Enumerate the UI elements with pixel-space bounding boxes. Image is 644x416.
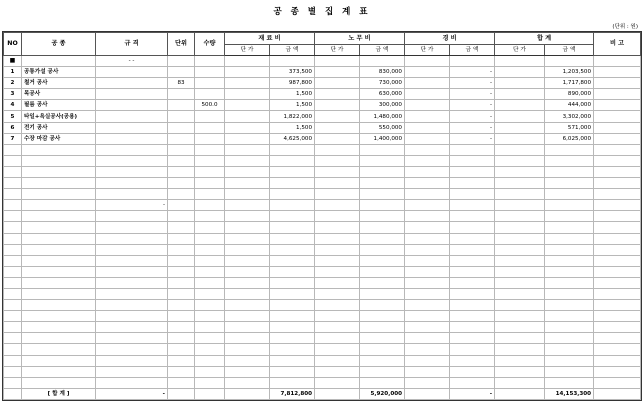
row-material-unit-price	[225, 78, 270, 89]
header-expense-amount: 금 액	[450, 45, 495, 56]
header-material: 재 료 비	[225, 33, 315, 45]
row-expense-unit-price	[405, 89, 450, 100]
row-total-amount: 3,302,000	[545, 111, 594, 122]
row-unit	[168, 111, 195, 122]
total-label: [ 합 계 ]	[22, 388, 96, 399]
header-no: NO	[4, 33, 22, 56]
row-material-amount: 1,500	[270, 89, 315, 100]
table-row	[4, 89, 641, 100]
row-material-unit-price	[225, 89, 270, 100]
row-labor-amount: 830,000	[360, 67, 405, 78]
empty-row	[4, 288, 641, 299]
row-expense-amount: -	[450, 133, 495, 144]
row-note	[594, 100, 641, 111]
row-no: 3	[4, 89, 22, 100]
row-unit	[168, 100, 195, 111]
row-total-unit-price	[495, 100, 545, 111]
marker-spec: - -	[96, 56, 168, 67]
table-row	[4, 111, 641, 122]
row-labor-unit-price	[315, 100, 360, 111]
row-spec	[96, 111, 168, 122]
row-name: 목공사	[22, 89, 96, 100]
table-row	[4, 78, 641, 89]
header-name: 공 종	[22, 33, 96, 56]
empty-row	[4, 233, 641, 244]
row-material-unit-price	[225, 122, 270, 133]
row-qty	[195, 133, 225, 144]
empty-row	[4, 355, 641, 366]
header-expense: 경 비	[405, 33, 495, 45]
row-labor-amount: 630,000	[360, 89, 405, 100]
row-labor-unit-price	[315, 133, 360, 144]
row-note	[594, 111, 641, 122]
row-note	[594, 78, 641, 89]
row-note	[594, 133, 641, 144]
header-expense-unit-price: 단 가	[405, 45, 450, 56]
row-labor-amount: 1,400,000	[360, 133, 405, 144]
row-expense-amount: -	[450, 67, 495, 78]
empty-row	[4, 277, 641, 288]
header-unit: 단위	[168, 33, 195, 56]
row-qty	[195, 122, 225, 133]
row-expense-amount: -	[450, 100, 495, 111]
row-spec	[96, 78, 168, 89]
row-note	[594, 67, 641, 78]
row-name: 공통가설 공사	[22, 67, 96, 78]
row-expense-amount: -	[450, 78, 495, 89]
header-note: 비 고	[594, 33, 641, 56]
table-row	[4, 56, 641, 67]
row-total-amount: 571,000	[545, 122, 594, 133]
row-unit	[168, 67, 195, 78]
row-qty	[195, 67, 225, 78]
row-total-amount: 1,717,800	[545, 78, 594, 89]
row-expense-unit-price	[405, 111, 450, 122]
header-total: 합 계	[495, 33, 594, 45]
empty-row	[4, 222, 641, 233]
header-labor: 노 무 비	[315, 33, 405, 45]
row-material-unit-price	[225, 133, 270, 144]
row-material-amount: 373,500	[270, 67, 315, 78]
row-spec	[96, 133, 168, 144]
total-expense-amount: -	[450, 388, 495, 399]
row-total-amount: 1,203,500	[545, 67, 594, 78]
row-unit	[168, 133, 195, 144]
total-labor-amount: 5,920,000	[360, 388, 405, 399]
row-expense-unit-price	[405, 122, 450, 133]
row-total-unit-price	[495, 67, 545, 78]
row-name: 수장 마감 공사	[22, 133, 96, 144]
empty-row	[4, 155, 641, 166]
row-qty	[195, 111, 225, 122]
row-total-unit-price	[495, 111, 545, 122]
row-expense-unit-price	[405, 100, 450, 111]
total-total-amount: 14,153,300	[545, 388, 594, 399]
row-spec	[96, 100, 168, 111]
row-material-unit-price	[225, 100, 270, 111]
row-labor-unit-price	[315, 78, 360, 89]
row-material-amount: 1,500	[270, 100, 315, 111]
row-expense-amount: -	[450, 122, 495, 133]
header-qty: 수량	[195, 33, 225, 56]
row-labor-unit-price	[315, 89, 360, 100]
empty-row	[4, 333, 641, 344]
unit-label: (단위 : 원)	[612, 24, 638, 30]
row-total-unit-price	[495, 78, 545, 89]
row-material-amount: 987,800	[270, 78, 315, 89]
empty-row	[4, 166, 641, 177]
row-name: 철거 공사	[22, 78, 96, 89]
marker-square: ■	[4, 56, 22, 67]
row-material-unit-price	[225, 67, 270, 78]
row-qty: 500.0	[195, 100, 225, 111]
row-total-amount: 6,025,000	[545, 133, 594, 144]
row-total-unit-price	[495, 122, 545, 133]
row-expense-unit-price	[405, 67, 450, 78]
table-row	[4, 100, 641, 111]
total-spec: -	[96, 388, 168, 399]
header-total-amount: 금 액	[545, 45, 594, 56]
header-spec: 규 격	[96, 33, 168, 56]
row-expense-amount: -	[450, 111, 495, 122]
table-row	[4, 67, 641, 78]
row-labor-amount: 730,000	[360, 78, 405, 89]
row-expense-amount: -	[450, 89, 495, 100]
row-qty	[195, 89, 225, 100]
row-labor-amount: 300,000	[360, 100, 405, 111]
row-material-amount: 1,822,000	[270, 111, 315, 122]
row-spec	[96, 67, 168, 78]
row-no: 4	[4, 100, 22, 111]
row-labor-unit-price	[315, 67, 360, 78]
row-total-unit-price	[495, 133, 545, 144]
row-qty	[195, 78, 225, 89]
empty-row	[4, 322, 641, 333]
row-unit	[168, 89, 195, 100]
row-no: 1	[4, 67, 22, 78]
header-labor-unit-price: 단 가	[315, 45, 360, 56]
row-total-amount: 890,000	[545, 89, 594, 100]
summary-table	[3, 32, 641, 400]
row-labor-unit-price	[315, 122, 360, 133]
row-note	[594, 89, 641, 100]
empty-row	[4, 244, 641, 255]
empty-row	[4, 255, 641, 266]
row-no: 5	[4, 111, 22, 122]
row-material-unit-price	[225, 111, 270, 122]
empty-row	[4, 178, 641, 189]
table-row	[4, 122, 641, 133]
spec-dash: -	[96, 200, 168, 211]
empty-row	[4, 189, 641, 200]
row-material-amount: 4,625,000	[270, 133, 315, 144]
row-expense-unit-price	[405, 133, 450, 144]
total-material-amount: 7,812,800	[270, 388, 315, 399]
empty-row	[4, 200, 641, 211]
header-total-unit-price: 단 가	[495, 45, 545, 56]
row-name: 타일+욕실공사(공용)	[22, 111, 96, 122]
empty-row	[4, 377, 641, 388]
empty-row	[4, 311, 641, 322]
table-row	[4, 133, 641, 144]
empty-row	[4, 144, 641, 155]
header-labor-amount: 금 액	[360, 45, 405, 56]
row-labor-amount: 550,000	[360, 122, 405, 133]
empty-row	[4, 300, 641, 311]
row-spec	[96, 89, 168, 100]
row-labor-unit-price	[315, 111, 360, 122]
row-total-unit-price	[495, 89, 545, 100]
row-unit: 83	[168, 78, 195, 89]
empty-row	[4, 366, 641, 377]
row-no: 2	[4, 78, 22, 89]
row-labor-amount: 1,480,000	[360, 111, 405, 122]
row-name: 전기 공사	[22, 122, 96, 133]
row-expense-unit-price	[405, 78, 450, 89]
row-note	[594, 122, 641, 133]
row-total-amount: 444,000	[545, 100, 594, 111]
row-no: 6	[4, 122, 22, 133]
sheet-title: 공 종 별 집 계 표	[273, 7, 371, 17]
row-spec	[96, 122, 168, 133]
header-material-amount: 금 액	[270, 45, 315, 56]
header-material-unit-price: 단 가	[225, 45, 270, 56]
row-unit	[168, 122, 195, 133]
row-name: 필름 공사	[22, 100, 96, 111]
total-row	[4, 388, 641, 399]
row-no: 7	[4, 133, 22, 144]
empty-row	[4, 211, 641, 222]
row-material-amount: 1,500	[270, 122, 315, 133]
empty-row	[4, 344, 641, 355]
empty-row	[4, 266, 641, 277]
